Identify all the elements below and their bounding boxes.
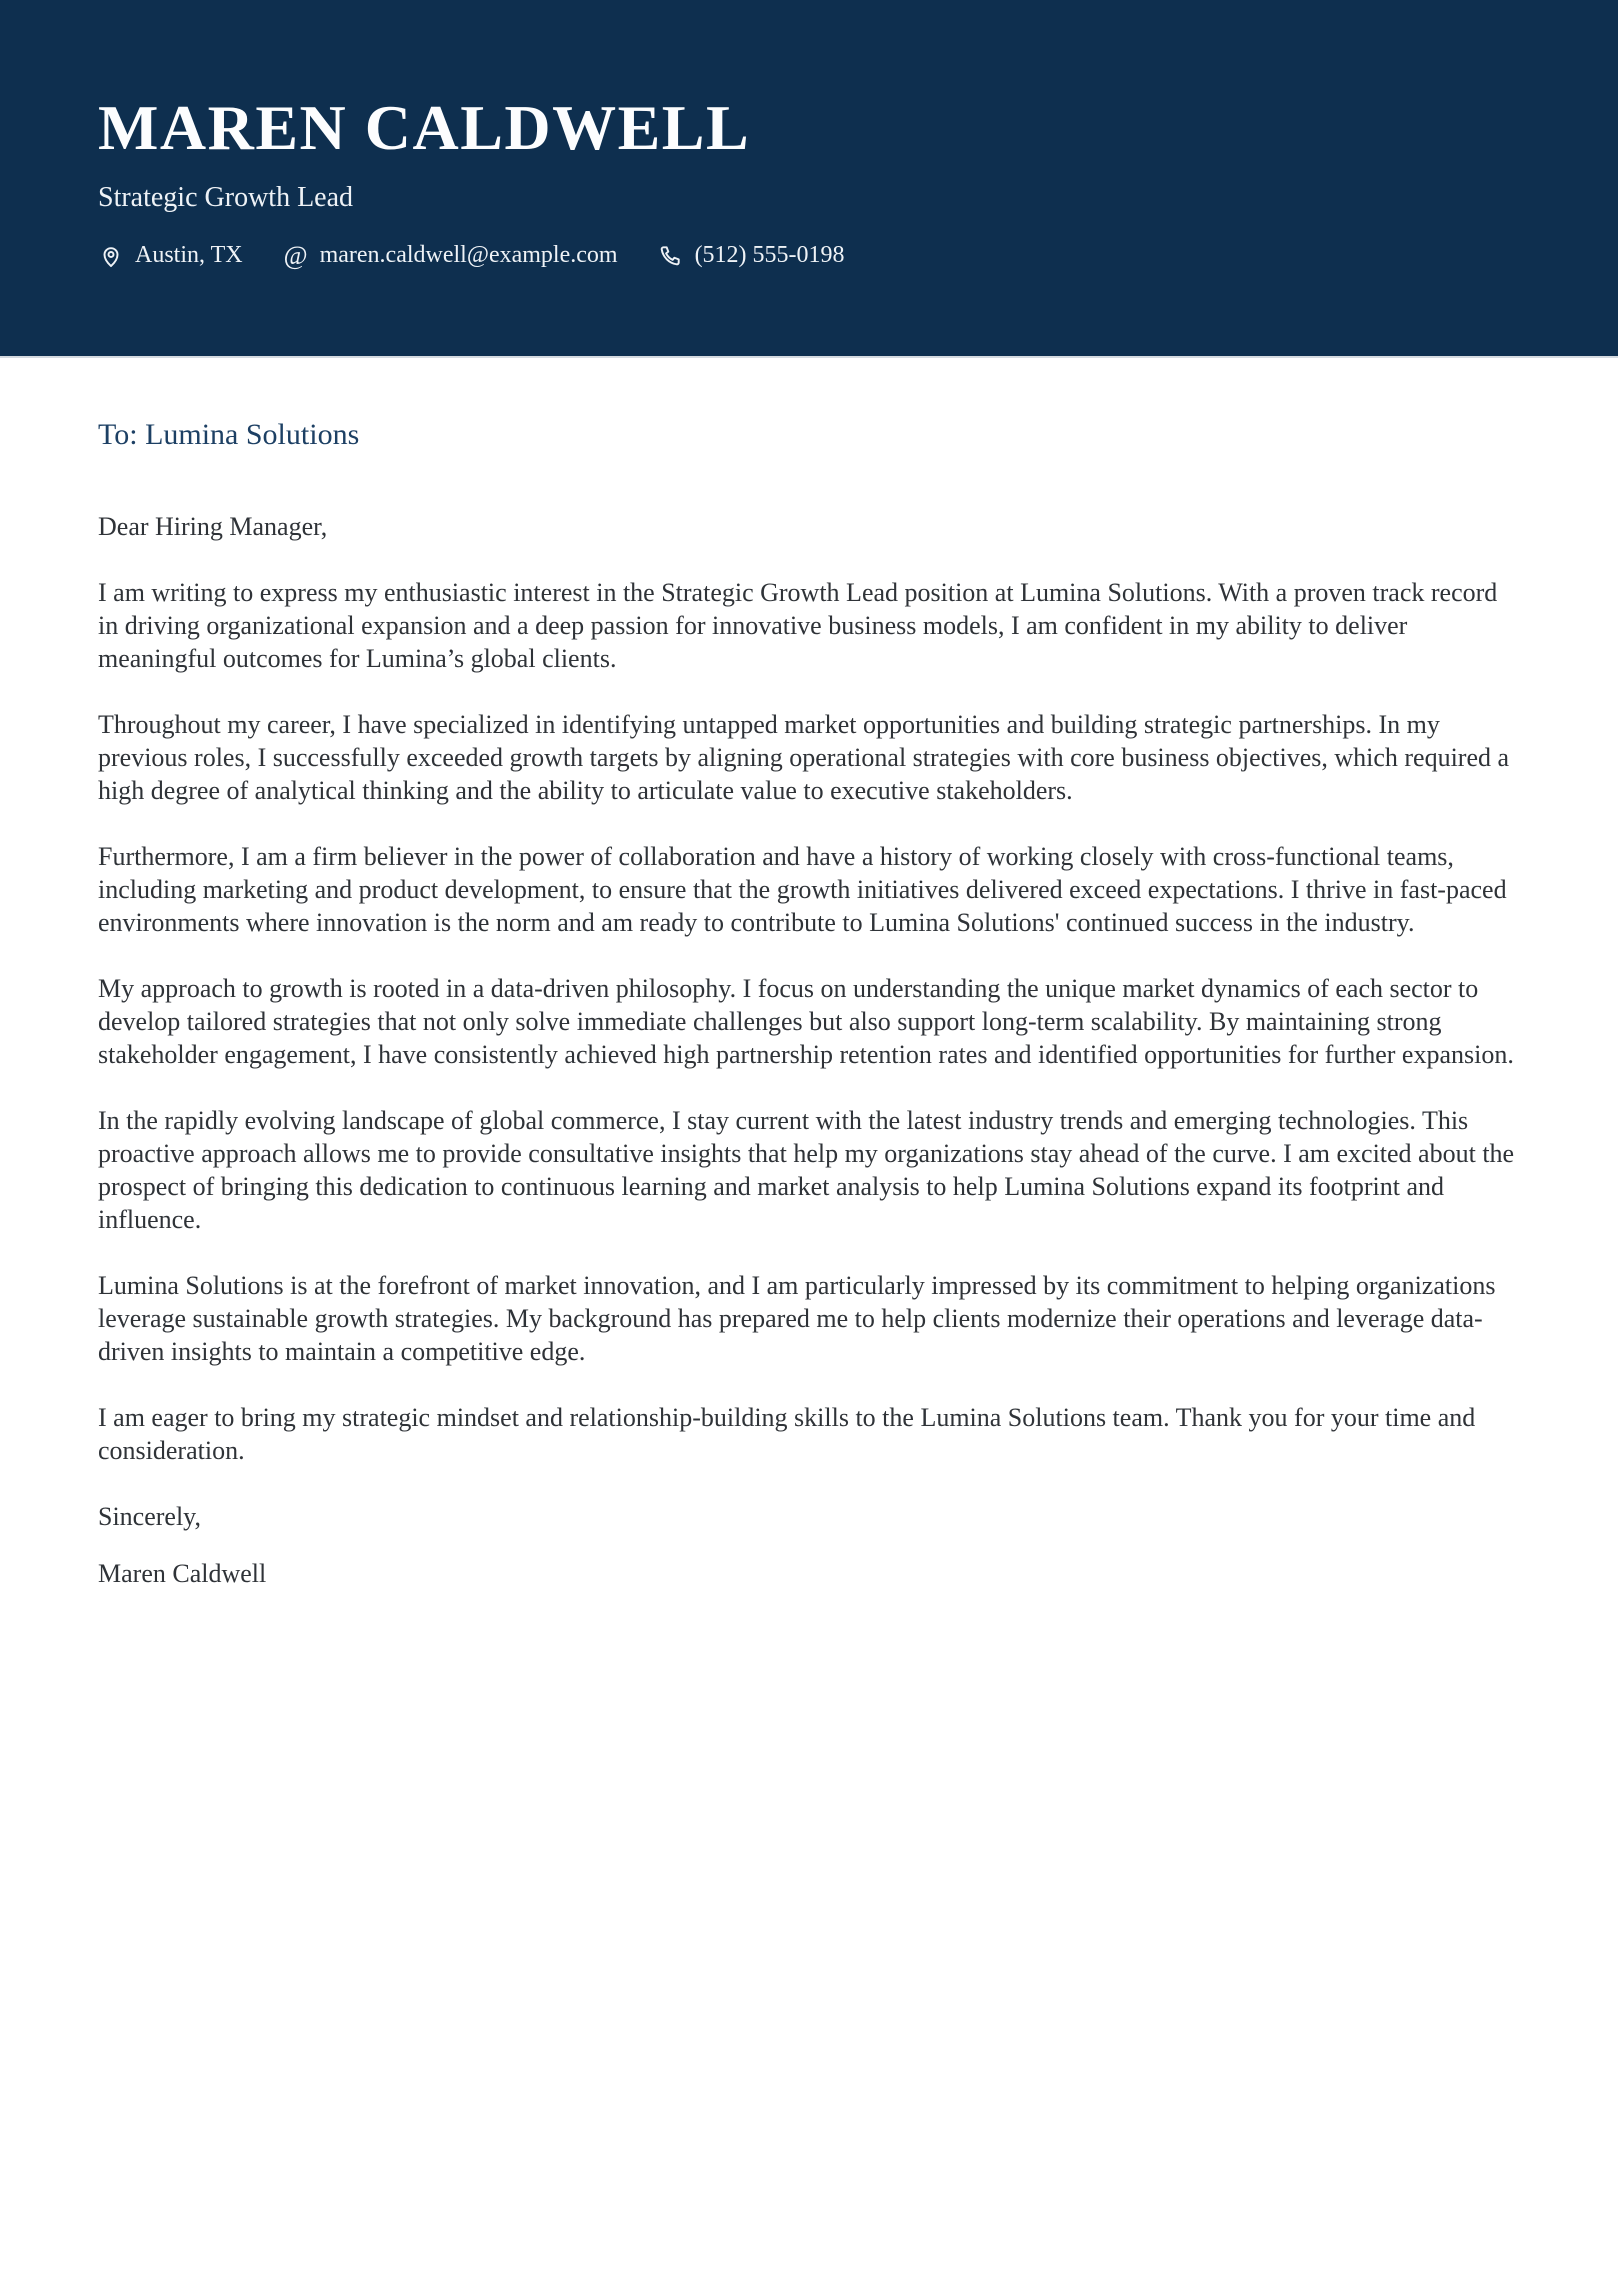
paragraph-6: Lumina Solutions is at the forefront of market innovation, and I am particularly impressed by its commitment to helping organizations leverage sustainable growth strategies. My background has prepared me to help clients modernize their operations and leverage data-driven insights to maintain a competitive edge. [98, 1271, 1496, 1366]
phone-icon [658, 243, 684, 269]
paragraph-4: My approach to growth is rooted in a data-driven philosophy. I focus on understanding the unique market dynamics of each sector to develop tailored strategies that not only solve immediate challenges but also support long-term scalability. By maintaining strong stakeholder engagement, I have consistently achieved high partnership retention rates and identified opportunities for further expansion. [98, 974, 1514, 1069]
salutation: Dear Hiring Manager, [98, 512, 328, 541]
paragraph-5: In the rapidly evolving landscape of global commerce, I stay current with the latest industry trends and emerging technologies. This proactive approach allows me to provide consultative insights that help my organizations stay ahead of the curve. I am excited about the prospect of bringing this dedication to continuous learning and market analysis to help Lumina Solutions expand its footprint and influence. [98, 1106, 1515, 1234]
at-sign-icon: @ [283, 240, 308, 270]
contact-row [98, 242, 1520, 269]
contact-email-text: maren.caldwell@example.com [319, 242, 618, 268]
candidate-job-title: Strategic Growth Lead [98, 182, 354, 213]
closing: Sincerely, [98, 1502, 201, 1531]
contact-location [98, 242, 243, 269]
candidate-name: MAREN CALDWELL [98, 92, 751, 163]
signature-name: Maren Caldwell [98, 1559, 267, 1588]
contact-phone-text: (512) 555-0198 [694, 242, 845, 268]
contact-phone [658, 242, 845, 269]
paragraph-3: Furthermore, I am a firm believer in the power of collaboration and have a history of working closely with cross-functional teams, including marketing and product development, to ensure that the growth initiatives delivered exceed expectations. I thrive in fast-paced environments where innovation is the norm and am ready to contribute to Lumina Solutions' continued success in the industry. [98, 842, 1507, 937]
location-pin-icon [98, 243, 124, 269]
paragraph-1: I am writing to express my enthusiastic interest in the Strategic Growth Lead position at Lumina Solutions. With a proven track record in driving organizational expansion and a deep passion for innovative business models, I am confident in my ability to deliver meaningful outcomes for Lumina’s global clients. [98, 578, 1498, 673]
paragraph-7: I am eager to bring my strategic mindset and relationship-building skills to the Lumina Solutions team. Thank you for your time and consideration. [98, 1403, 1476, 1465]
letter-body [0, 358, 1618, 1590]
recipient-line: To: Lumina Solutions [98, 418, 360, 451]
contact-location-text: Austin, TX [135, 242, 243, 268]
paragraph-2: Throughout my career, I have specialized in identifying untapped market opportunities and building strategic partnerships. In my previous roles, I successfully exceeded growth targets by aligning operational strategies with core business objectives, which required a high degree of analytical thinking and the ability to articulate value to executive stakeholders. [98, 710, 1510, 805]
header-band [0, 0, 1618, 358]
contact-email [283, 242, 618, 269]
